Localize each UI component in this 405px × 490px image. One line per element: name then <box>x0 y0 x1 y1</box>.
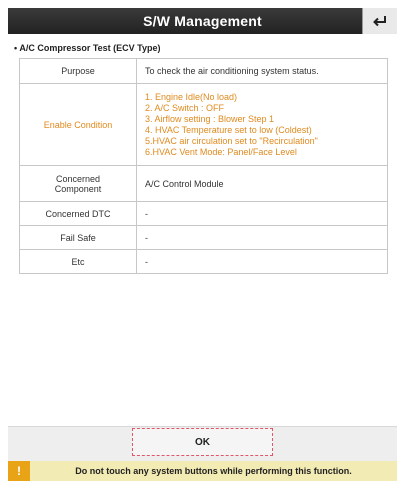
concerned-dtc-value: - <box>137 202 388 226</box>
condition-item: 6.HVAC Vent Mode: Panel/Face Level <box>145 146 297 157</box>
concerned-component-value: A/C Control Module <box>137 166 388 202</box>
table-row-etc <box>20 250 388 274</box>
concerned-dtc-label: Concerned DTC <box>20 202 137 226</box>
table-row-purpose <box>20 59 388 84</box>
warning-icon: ! <box>8 461 30 481</box>
fail-safe-value: - <box>137 226 388 250</box>
enable-condition-list <box>137 84 388 166</box>
purpose-label: Purpose <box>20 59 137 84</box>
table-row-fail-safe <box>20 226 388 250</box>
table-row-concerned-dtc <box>20 202 388 226</box>
table-row-concerned-component <box>20 166 388 202</box>
warning-banner <box>8 461 397 481</box>
enable-condition-label: Enable Condition <box>20 84 137 166</box>
page-title: S/W Management <box>143 13 262 29</box>
info-table <box>19 58 388 274</box>
title-bar <box>8 8 397 34</box>
etc-value: - <box>137 250 388 274</box>
condition-item: 5.HVAC air circulation set to "Recirculation" <box>145 135 318 146</box>
condition-item: 3. Airflow setting : Blower Step 1 <box>145 113 275 124</box>
condition-item: 2. A/C Switch : OFF <box>145 102 225 113</box>
condition-item: 1. Engine Idle(No load) <box>145 91 238 102</box>
fail-safe-label: Fail Safe <box>20 226 137 250</box>
warning-text: Do not touch any system buttons while performing this function. <box>75 466 352 476</box>
etc-label: Etc <box>20 250 137 274</box>
back-button[interactable] <box>362 8 397 34</box>
return-arrow-icon <box>372 14 388 28</box>
concerned-component-label: Concerned Component <box>20 166 137 202</box>
table-row-enable-condition <box>20 84 388 166</box>
section-title: • A/C Compressor Test (ECV Type) <box>14 43 161 53</box>
purpose-value: To check the air conditioning system status. <box>137 59 388 84</box>
condition-item: 4. HVAC Temperature set to low (Coldest) <box>145 124 312 135</box>
ok-button[interactable]: OK <box>132 428 273 456</box>
